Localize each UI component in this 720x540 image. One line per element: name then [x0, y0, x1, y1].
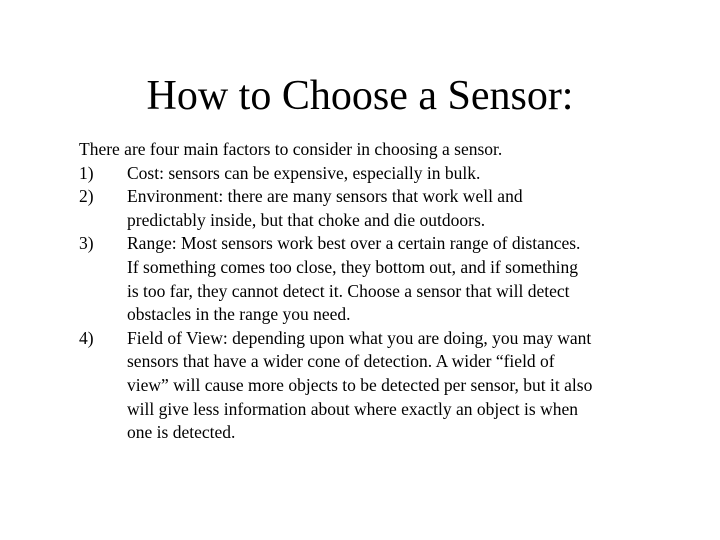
list-item	[79, 327, 679, 445]
list-item-text: Field of View: depending upon what you are doing, you may want sensors that have a wider cone of detection. A wider “field of view” will cause more objects to be detected per sensor, but it also will give less information about where exactly an object is when one is detected.	[127, 327, 593, 443]
slide-body	[79, 138, 679, 445]
slide-title: How to Choose a Sensor:	[146, 73, 574, 119]
list-item	[79, 185, 679, 232]
list-item-text: Range: Most sensors work best over a certain range of distances. If something comes too close, they bottom out, and if something is too far, they cannot detect it. Choose a sensor that will detect obstacles in the range you need.	[127, 233, 581, 325]
list-item	[79, 162, 679, 186]
list-item	[79, 232, 679, 326]
list-item-number: 1)	[79, 162, 94, 183]
list-item-number: 3)	[79, 233, 94, 254]
list-item-text: Cost: sensors can be expensive, especially in bulk.	[127, 162, 481, 183]
list-item-number: 4)	[79, 327, 94, 348]
intro-text: There are four main factors to consider in choosing a sensor.	[79, 139, 503, 159]
list-item-number: 2)	[79, 186, 94, 207]
list-item-text: Environment: there are many sensors that work well and predictably inside, but that choke and die outdoors.	[127, 186, 523, 230]
